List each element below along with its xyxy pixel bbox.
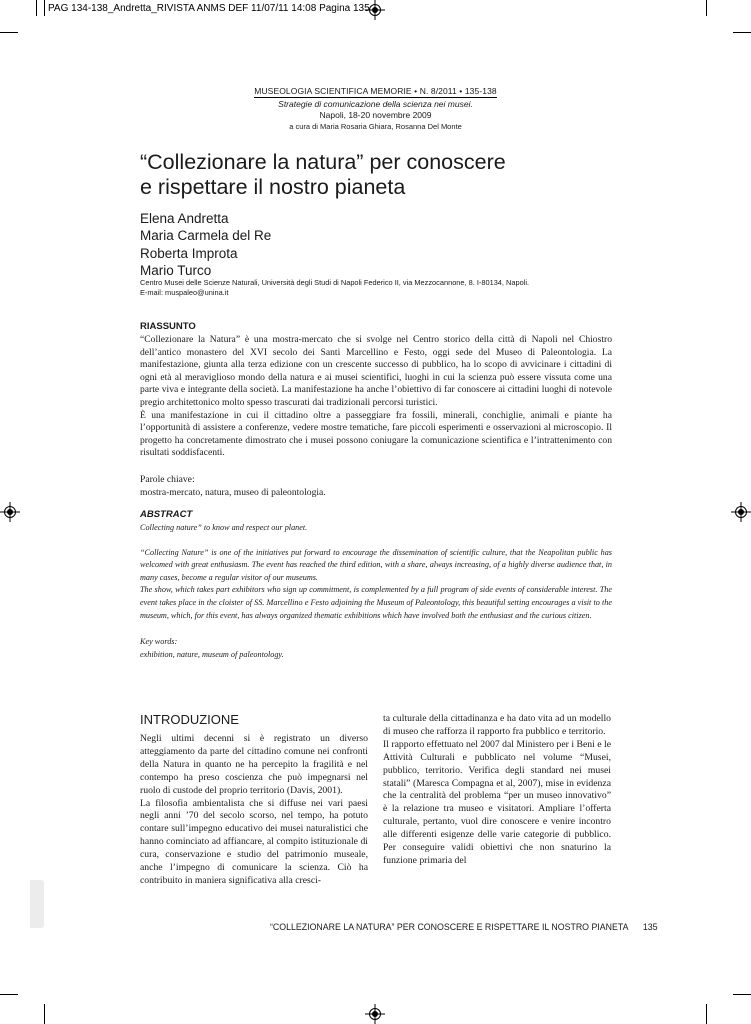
riassunto-paragraph: “Collezionare la Natura” è una mostra-mercato che si svolge nel Centro storico della città di Napoli nel Chiostro dell’antico monastero del XVI secolo dei Santi Marcellino e Festo, oggi sede del Museo di Paleontologia. La manifestazione, giunta alla terza edizione con un crescente successo di pubblico, ha lo scopo di avvicinare i cittadini di ogni età al meraviglioso mondo della natura e ai musei scientifici, luoghi in cui la scienza può essere vissuta come una parte viva e integrante della società. La manifestazione ha anche l’obiettivo di far conoscere ai cittadini luoghi di notevole pregio architettonico molto spesso trascurati dai tradizionali percorsi turistici. [140,334,612,408]
introduzione-left-column [140,712,368,888]
conference-place-date: Napoli, 18-20 novembre 2009 [319,110,432,120]
registration-mark-icon [731,502,751,522]
crop-mark [44,1004,45,1024]
registration-mark-icon [0,502,20,522]
author-list [140,210,271,279]
side-thumb-tab [30,880,44,928]
crop-mark [706,0,707,16]
key-words-label: Key words: [140,637,178,647]
keywords-list: mostra-mercato, natura, museo di paleontologia. [140,486,326,498]
article-title [140,150,640,200]
abstract-subtitle: Collecting nature” to know and respect our planet. [140,523,308,532]
introduzione-heading: INTRODUZIONE [140,712,239,727]
printer-slug: PAG 134-138_Andretta_RIVISTA ANMS DEF 11/07/11 14:08 Pagina 135 [48,3,370,14]
crop-mark [733,994,751,995]
author-name: Roberta Improta [140,245,238,261]
body-paragraph: Il rapporto effettuato nel 2007 dal Ministero per i Beni e le Attività Culturali e pubblicato nel volume “Musei, pubblico, territorio. Verifica degli standard nei musei statali” (Maresca Compagna et al, 2007), mise in evidenza che la centralità del problema “per un museo innovativo” è la relazione tra museo e visitatori. Ampliare l’offerta culturale, pertanto, vuol dire conoscere e venire incontro alle differenti esigenze delle varie categorie di pubblico. Per conseguire validi obiettivi che non snaturino la funzione primaria del [383,738,611,866]
affiliation-email: E-mail: muspaleo@unina.it [140,287,229,297]
page-number: 135 [642,922,658,932]
crop-mark [0,994,18,995]
registration-mark-icon [365,0,385,20]
slug-rule [36,0,37,16]
key-words-list: exhibition, nature, museum of paleontology. [140,649,284,659]
body-paragraph: La filosofia ambientalista che si diffuse nei vari paesi negli anni ’70 del secolo scorso, nel tempo, ha potuto contare sull’impegno educativo dei musei naturalistici che hanno cominciato ad affiancare, al compito istituzionale di cura, conservazione e studio del patrimonio museale, anche l’impegno di comunicare la scienza. Ciò ha contribuito in maniera significativa alla cresci- [140,797,368,886]
body-paragraph: Negli ultimi decenni si è registrato un diverso atteggiamento da parte del cittadino comune nei confronti della Natura in quanto ne ha percepito la fragilità e nel contempo ha preso coscienza che può impegnarsi nel ruolo di custode del proprio territorio (Davis, 2001). [140,733,368,796]
journal-header [0,86,751,131]
crop-mark [0,32,18,33]
crop-mark [706,1004,707,1024]
abstract-section [140,509,612,661]
introduzione-right-column [383,713,611,868]
body-paragraph: ta culturale della cittadinanza e ha dato vita ad un modello di museo che rafforza il rapporto fra pubblico e territorio. [383,713,611,737]
registration-mark-icon [365,1004,385,1024]
journal-series: MUSEOLOGIA SCIENTIFICA MEMORIE • N. 8/2011 • 135-138 [254,86,497,96]
running-title: “COLLEZIONARE LA NATURA” PER CONOSCERE E RISPETTARE IL NOSTRO PIANETA [270,922,628,932]
riassunto-heading: RIASSUNTO [140,321,196,332]
affiliation [140,278,620,297]
author-name: Maria Carmela del Re [140,228,272,244]
crop-mark [733,32,751,33]
title-line-2: e rispettare il nostro pianeta [140,175,406,199]
author-name: Elena Andretta [140,211,229,226]
title-line-1: “Collezionare la natura” per conoscere [140,150,506,174]
volume-editors: a cura di Maria Rosaria Ghiara, Rosanna Del Monte [289,122,462,131]
keywords-label: Parole chiave: [140,473,195,485]
author-name: Mario Turco [140,262,212,278]
conference-title: Strategie di comunicazione della scienza nei musei. [278,99,473,109]
abstract-paragraph: The show, which takes part exhibitors who sign up commitment, is complemented by a full program of side events of considerable interest. The event takes place in the cloister of SS. Marcellino e Festo adjoining the Museum of Paleontology, this beautiful setting encourages a visit to the museum, which, for this event, has always organized thematic exhibitions which have involved both the enthusiast and the curious citizen. [140,585,612,620]
abstract-heading: ABSTRACT [140,509,193,520]
abstract-paragraph: “Collecting Nature” is one of the initiatives put forward to encourage the dissemination of scientific culture, that the Neapolitan public has welcomed with great enthusiasm. The event has reached the third edition, with a share, always increasing, of a highly diverse audience that, in many cases, become a regular visitor of our museums. [140,547,612,582]
riassunto-section [140,321,612,499]
riassunto-paragraph: È una manifestazione in cui il cittadino oltre a passeggiare fra fossili, minerali, conchiglie, animali e piante ha l’opportunità di assistere a conferenze, vedere mostre tematiche, fare piccoli esperimenti e osservazioni al microscopio. Il progetto ha concretamente dimostrato che i musei possono coniugare la comunicazione scientifica e l’intrattenimento con risultati soddisfacenti. [140,409,612,459]
page-footer [270,922,658,932]
affiliation-address: Centro Musei delle Scienze Naturali, Università degli Studi di Napoli Federico II, via Mezzocannone, 8. I-80134, Napoli. [140,278,530,287]
crop-mark [44,0,45,16]
